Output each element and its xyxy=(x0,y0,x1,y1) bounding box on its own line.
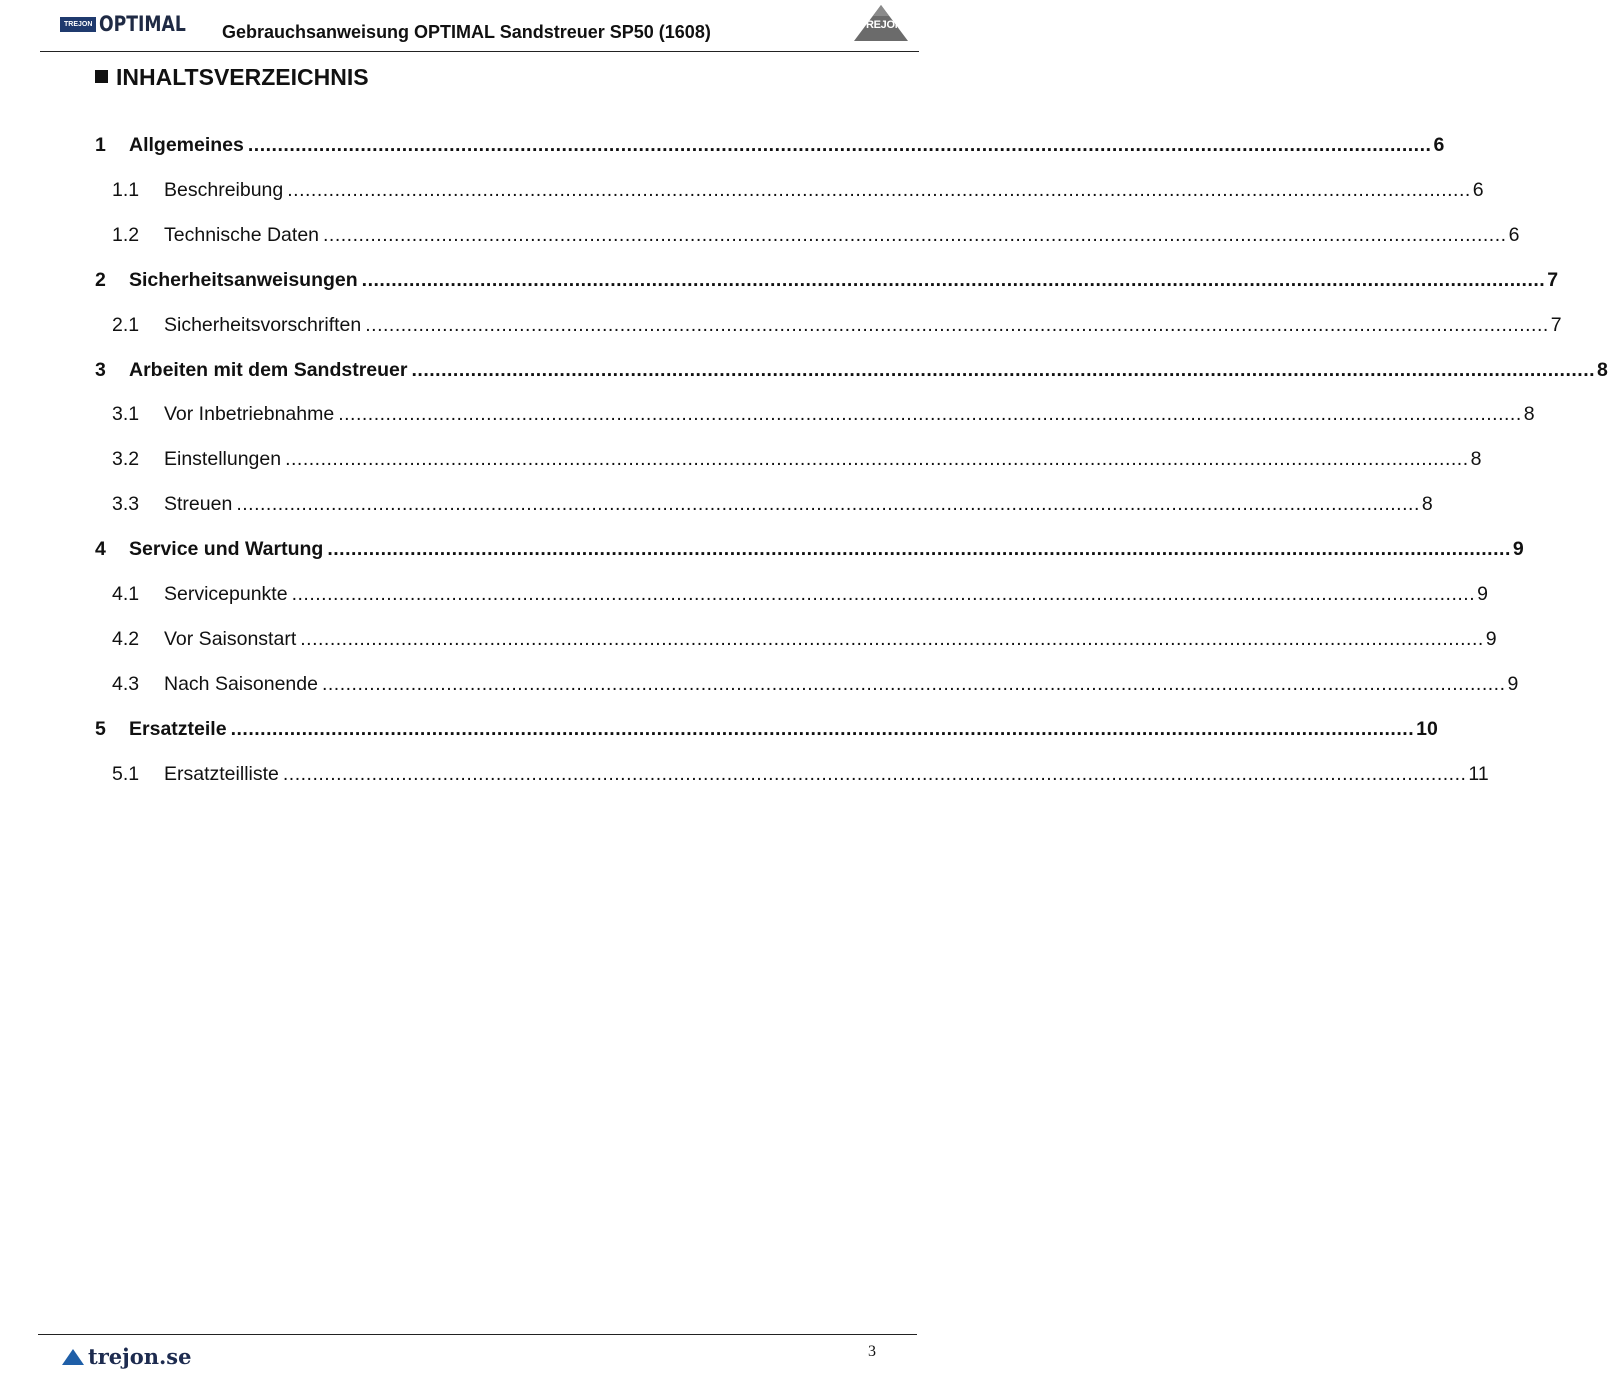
toc-entry-label: Streuen xyxy=(164,493,233,516)
toc-leader-dots: ........................................................................................................................................................................................................ xyxy=(365,313,1549,336)
toc-entry-page: 8 xyxy=(1597,358,1608,381)
toc-heading xyxy=(95,64,369,91)
toc-leader-dots: ........................................................................................................................................................................................................ xyxy=(285,448,1469,471)
toc-entry-page: 8 xyxy=(1421,493,1433,516)
toc-entry-label: Technische Daten xyxy=(164,223,320,246)
toc-entry-label: Nach Saisonende xyxy=(164,672,318,695)
toc-entry[interactable] xyxy=(112,576,1488,606)
toc-entry-label: Ersatzteilliste xyxy=(164,762,279,785)
toc-entry[interactable] xyxy=(112,396,1535,426)
toc-leader-dots: ........................................................................................................................................................................................................ xyxy=(411,358,1596,381)
trejon-se-text: trejon.se xyxy=(88,1344,192,1369)
toc-entry-label: Vor Inbetriebnahme xyxy=(164,403,335,426)
toc-entry-number: 1.1 xyxy=(112,178,140,201)
toc-entry-number: 3 xyxy=(95,358,106,381)
toc-entry[interactable] xyxy=(112,307,1562,337)
toc-entry-number: 3.3 xyxy=(112,493,140,516)
page-header xyxy=(0,0,950,54)
toc-leader-dots: ........................................................................................................................................................................................................ xyxy=(230,717,1415,740)
toc-entry-number: 4.3 xyxy=(112,672,140,695)
toc-entry-page: 8 xyxy=(1523,403,1535,426)
toc-leader-dots: ........................................................................................................................................................................................................ xyxy=(323,223,1507,246)
toc-leader-dots: ........................................................................................................................................................................................................ xyxy=(338,403,1522,426)
toc-entry[interactable] xyxy=(95,262,1559,292)
toc-entry[interactable] xyxy=(112,172,1484,202)
page-number: 3 xyxy=(868,1343,876,1360)
toc-entry[interactable] xyxy=(112,756,1489,786)
toc-entry-number: 2 xyxy=(95,268,106,291)
toc-entry-label: Beschreibung xyxy=(164,178,284,201)
toc-entry-label: Servicepunkte xyxy=(164,583,288,605)
toc-entry-label: Arbeiten mit dem Sandstreuer xyxy=(129,358,408,381)
toc-entry-number: 4.2 xyxy=(112,627,140,650)
toc-leader-dots: ........................................................................................................................................................................................................ xyxy=(236,493,1420,516)
toc-entry-page: 6 xyxy=(1472,178,1484,201)
toc-entry-number: 3.1 xyxy=(112,403,140,426)
toc-entry[interactable] xyxy=(112,217,1520,247)
toc-entry-page: 7 xyxy=(1550,313,1562,336)
toc-entry[interactable] xyxy=(112,441,1482,471)
toc-leader-dots: ........................................................................................................................................................................................................ xyxy=(327,538,1511,561)
toc-entry[interactable] xyxy=(112,621,1497,651)
toc-leader-dots: ........................................................................................................................................................................................................ xyxy=(287,178,1471,201)
trejon-badge: TREJON xyxy=(60,17,96,32)
toc-entry-page: 6 xyxy=(1508,223,1520,246)
toc-leader-dots: ........................................................................................................................................................................................................ xyxy=(321,672,1506,695)
toc-leader-dots: ........................................................................................................................................................................................................ xyxy=(247,134,1432,156)
toc-entry-number: 1 xyxy=(95,134,106,156)
toc-entry-number: 4 xyxy=(95,538,106,561)
toc-entry-number: 2.1 xyxy=(112,313,140,336)
toc-leader-dots: ........................................................................................................................................................................................................ xyxy=(291,583,1476,605)
document-title: Gebrauchsanweisung OPTIMAL Sandstreuer SP50 (1608) xyxy=(222,22,711,42)
toc-entry-page: 9 xyxy=(1485,627,1497,650)
toc-entry-label: Sicherheitsvorschriften xyxy=(164,313,362,336)
toc-entry-number: 1.2 xyxy=(112,223,140,246)
toc-entry-label: Vor Saisonstart xyxy=(164,627,297,650)
toc-entry-label: Ersatzteile xyxy=(129,717,227,740)
toc-leader-dots: ........................................................................................................................................................................................................ xyxy=(361,268,1546,291)
toc-entry[interactable] xyxy=(95,352,1608,382)
header-divider xyxy=(40,51,919,52)
optimal-wordmark: OPTIMAL xyxy=(99,12,187,36)
toc-entry-page: 9 xyxy=(1507,672,1519,695)
toc-entry[interactable] xyxy=(95,127,1445,157)
toc-entry-label: Einstellungen xyxy=(164,448,282,471)
toc-leader-dots: ........................................................................................................................................................................................................ xyxy=(300,627,1484,650)
toc-entry-label: Allgemeines xyxy=(129,134,244,156)
toc-entry-number: 5.1 xyxy=(112,762,140,785)
toc-entry-label: Service und Wartung xyxy=(129,538,324,561)
footer-divider xyxy=(38,1334,917,1335)
toc-leader-dots: ........................................................................................................................................................................................................ xyxy=(282,762,1467,785)
optimal-logo xyxy=(60,12,205,36)
toc-entry[interactable] xyxy=(112,666,1519,696)
toc-entry-page: 9 xyxy=(1512,538,1524,561)
toc-entry-page: 6 xyxy=(1433,134,1445,156)
toc-entry[interactable] xyxy=(95,711,1438,741)
toc-heading-text: INHALTSVERZEICHNIS xyxy=(116,64,369,90)
toc-entry-page: 7 xyxy=(1547,268,1559,291)
trejon-logo xyxy=(853,4,909,42)
toc-entry-number: 4.1 xyxy=(112,583,140,605)
toc-entry-label: Sicherheitsanweisungen xyxy=(129,268,358,291)
toc-entry-page: 8 xyxy=(1470,448,1482,471)
blue-triangle-icon xyxy=(62,1349,84,1365)
toc-entry-number: 5 xyxy=(95,717,106,740)
square-bullet-icon xyxy=(95,70,108,83)
toc-entry-page: 10 xyxy=(1416,717,1438,740)
trejon-logo-text: TREJON xyxy=(859,19,903,31)
toc-entry[interactable] xyxy=(95,531,1524,561)
toc-entry-number: 3.2 xyxy=(112,448,140,471)
toc-entry-page: 11 xyxy=(1468,762,1489,785)
toc-entry-page: 9 xyxy=(1477,583,1488,605)
toc-entry[interactable] xyxy=(112,486,1433,516)
trejon-se-logo xyxy=(62,1344,192,1369)
